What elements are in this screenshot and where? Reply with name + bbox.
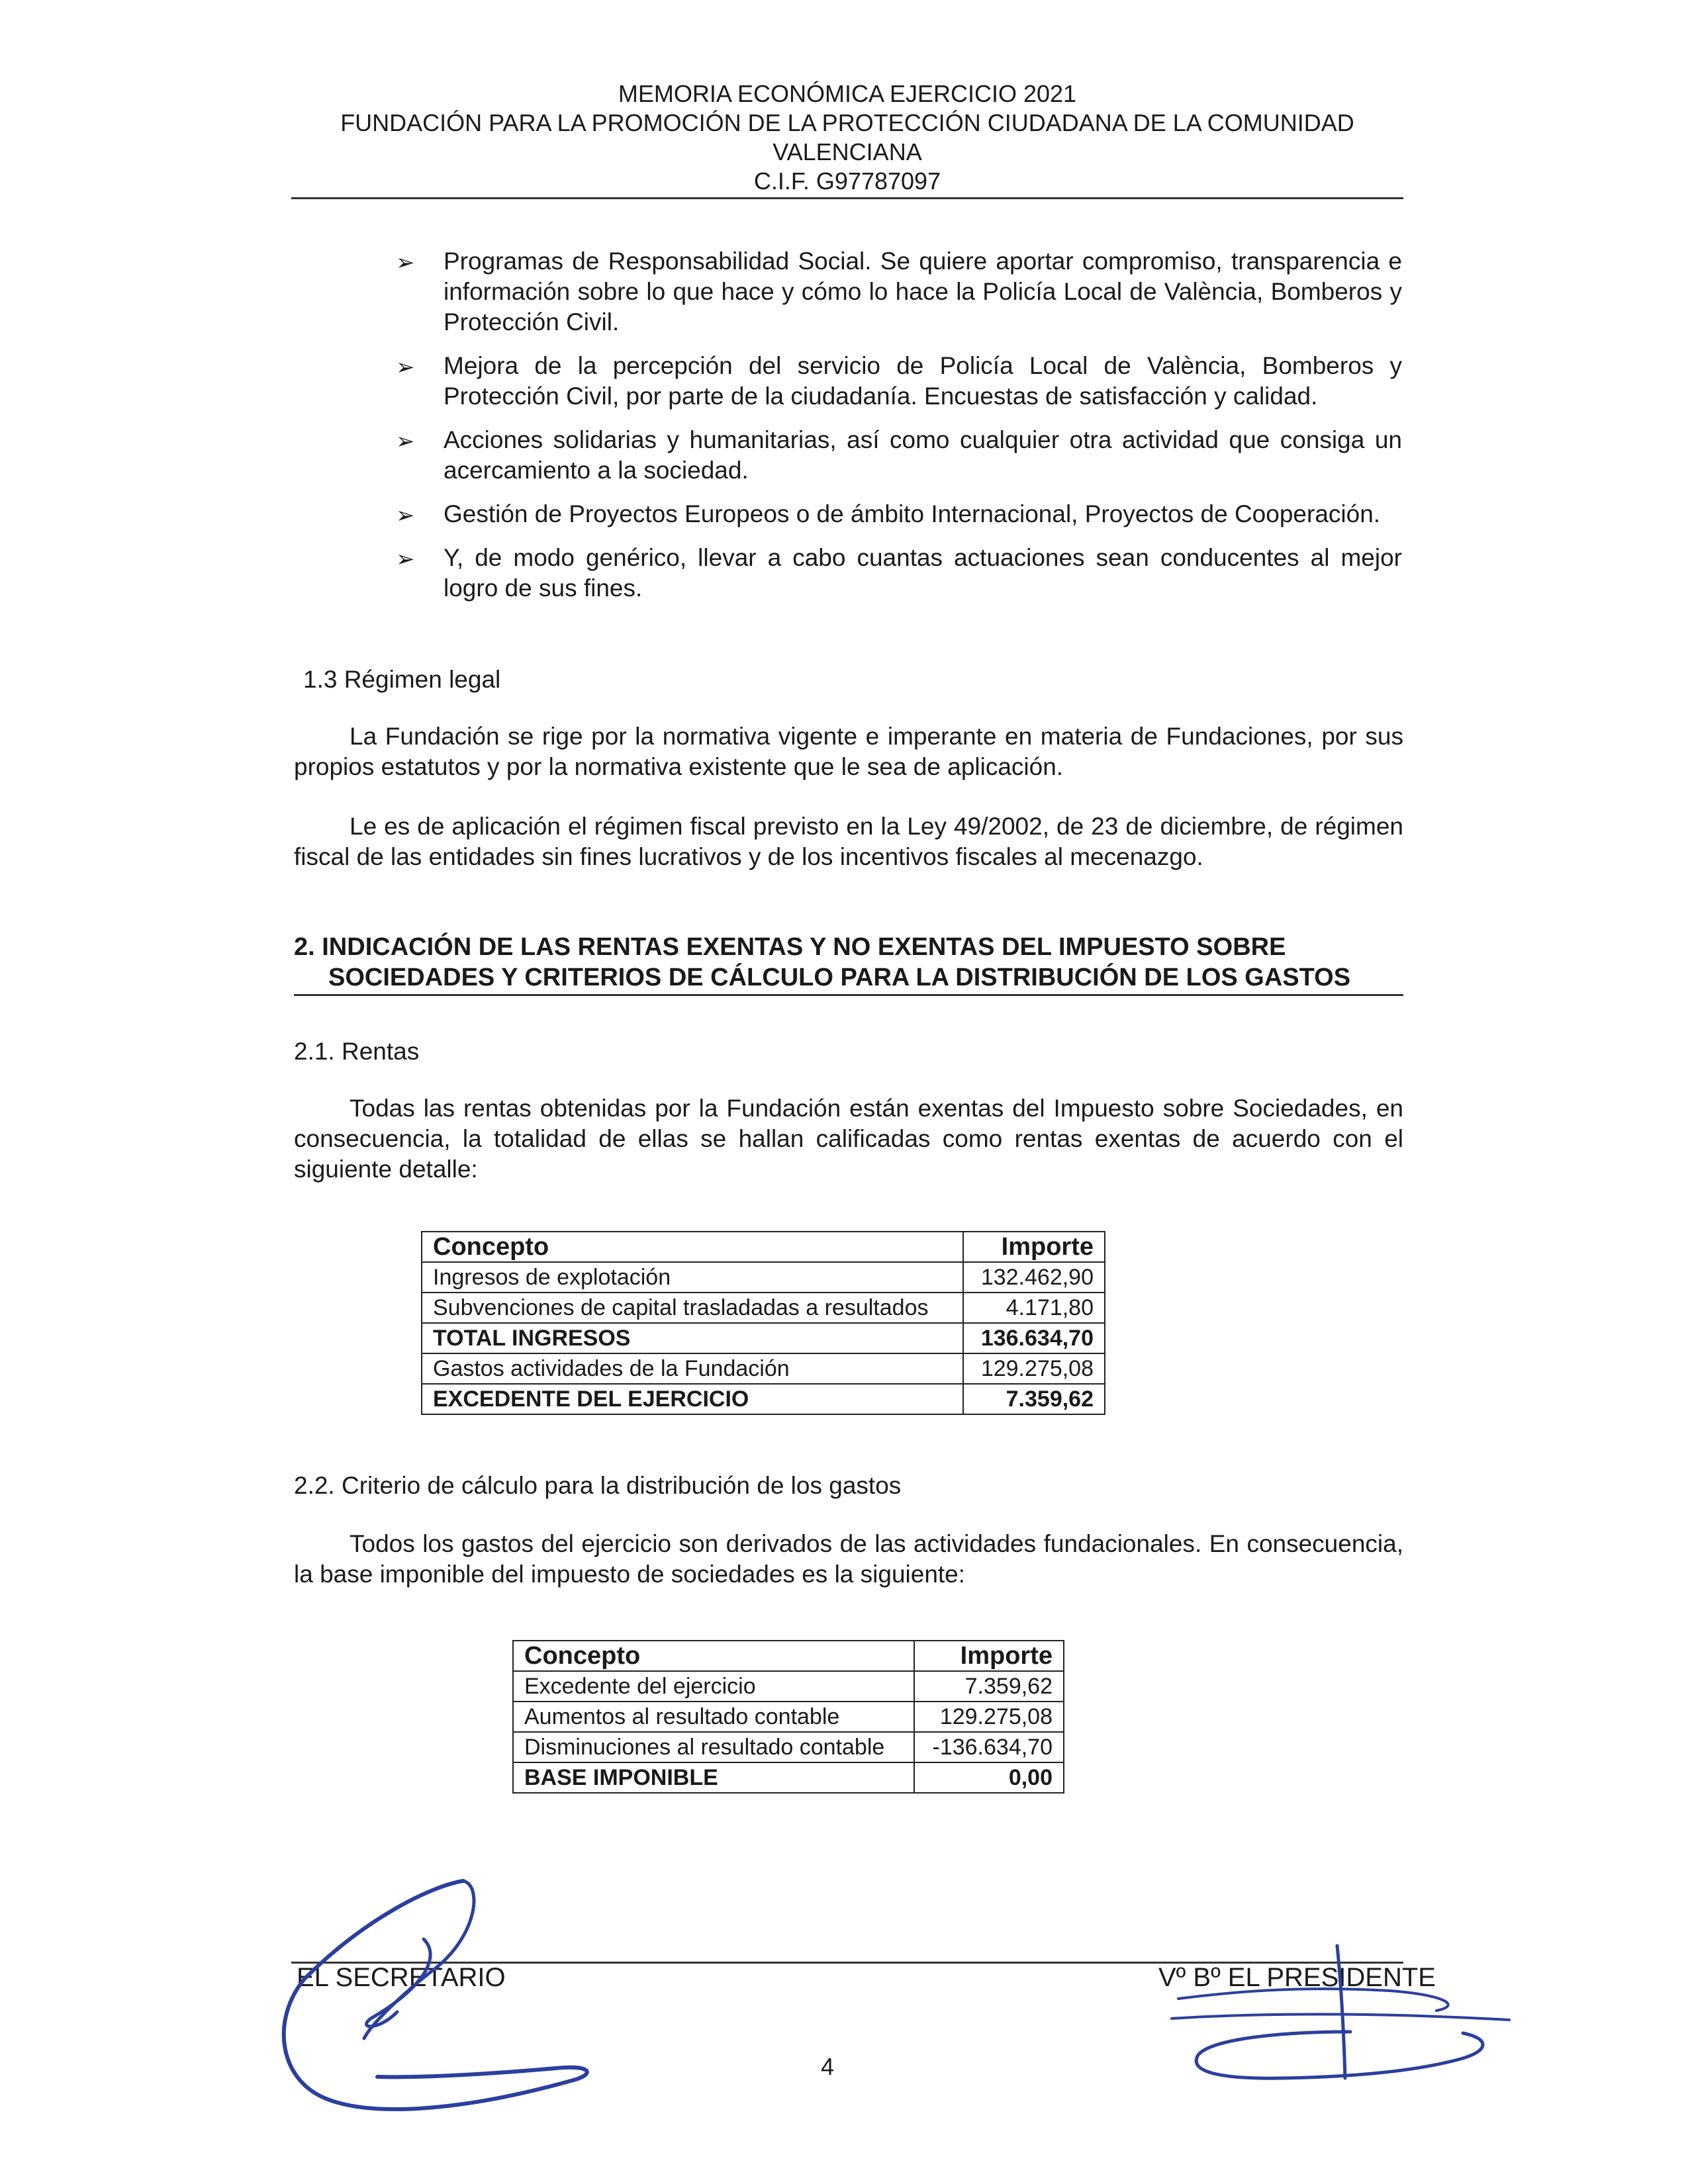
base-imponible-table (512, 1640, 1064, 1794)
table-row (513, 1732, 1064, 1762)
cell-importe: 0,00 (914, 1762, 1064, 1793)
header-organization: FUNDACIÓN PARA LA PROMOCIÓN DE LA PROTECCIÓN CIUDADANA DE LA COMUNIDAD (340, 109, 1354, 136)
section-2-1-heading: 2.1. Rentas (294, 1038, 420, 1065)
section-1-3-heading: 1.3 Régimen legal (303, 666, 501, 693)
secretario-signature (265, 1866, 635, 2131)
presidente-label: Vº Bº EL PRESIDENTE (1158, 1963, 1436, 1992)
table-row (422, 1293, 1105, 1323)
table-row (422, 1262, 1105, 1293)
table-header-row (513, 1641, 1064, 1671)
section-2-2-heading: 2.2. Criterio de cálculo para la distribución de los gastos (294, 1472, 902, 1499)
cell-importe: -136.634,70 (914, 1732, 1064, 1762)
cell-importe: 4.171,80 (963, 1293, 1105, 1323)
section-2-title-line-1: 2. INDICACIÓN DE LAS RENTAS EXENTAS Y NO EXENTAS DEL IMPUESTO SOBRE (294, 933, 1286, 961)
section-1-3-paragraph-2: Le es de aplicación el régimen fiscal previsto en la Ley 49/2002, de 23 de diciembre, de régimen fiscal de las entidades sin fines lucrativos y de los incentivos fiscales al mecenazgo. (294, 813, 1403, 870)
list-item-text: Programas de Responsabilidad Social. Se quiere aportar compromiso, transparencia e información sobre lo que hace y cómo lo hace la Policía Local de València, Bomberos y Protección Civil. (444, 248, 1402, 336)
rentas-table (421, 1231, 1105, 1415)
header-organization-cont: VALENCIANA (773, 138, 922, 165)
header-divider (291, 197, 1403, 199)
list-item-text: Acciones solidarias y humanitarias, así como cualquier otra actividad que consiga un acercamiento a la sociedad. (444, 426, 1402, 484)
cell-importe: 7.359,62 (963, 1384, 1105, 1414)
page-number: 4 (821, 2053, 835, 2080)
list-item-text: Y, de modo genérico, llevar a cabo cuantas actuaciones sean conducentes al mejor logro de sus fines. (444, 544, 1402, 602)
cell-concepto: Subvenciones de capital trasladadas a resultados (422, 1293, 963, 1323)
presidente-signature (1152, 1939, 1523, 2105)
table-row (513, 1702, 1064, 1732)
list-item-text: Gestión de Proyectos Europeos o de ámbito Internacional, Proyectos de Cooperación. (444, 500, 1381, 527)
header-cif: C.I.F. G97787097 (753, 167, 941, 195)
cell-concepto: Excedente del ejercicio (513, 1671, 914, 1702)
section-1-3-paragraph-1: La Fundación se rige por la normativa vigente e imperante en materia de Fundaciones, por sus propios estatutos y por la normativa existente que le sea de aplicación. (294, 723, 1403, 780)
column-header-importe: Importe (914, 1641, 1064, 1671)
column-header-concepto: Concepto (513, 1641, 914, 1671)
cell-concepto: TOTAL INGRESOS (422, 1323, 963, 1353)
cell-concepto: EXCEDENTE DEL EJERCICIO (422, 1384, 963, 1414)
cell-concepto: Aumentos al resultado contable (513, 1702, 914, 1732)
cell-concepto: BASE IMPONIBLE (513, 1762, 914, 1793)
cell-concepto: Gastos actividades de la Fundación (422, 1353, 963, 1384)
section-2-2-paragraph: Todos los gastos del ejercicio son derivados de las actividades fundacionales. En consecuencia, la base imponible del impuesto de sociedades es la siguiente: (294, 1530, 1403, 1588)
cell-importe: 129.275,08 (914, 1702, 1064, 1732)
header-title: MEMORIA ECONÓMICA EJERCICIO 2021 (618, 80, 1077, 107)
cell-importe: 132.462,90 (963, 1262, 1105, 1293)
document-header (291, 79, 1403, 196)
table-header-row (422, 1232, 1105, 1262)
arrow-bullet-icon: ➢ (396, 429, 415, 454)
cell-concepto: Ingresos de explotación (422, 1262, 963, 1293)
cell-importe: 129.275,08 (963, 1353, 1105, 1384)
arrow-bullet-icon: ➢ (396, 250, 415, 275)
objectives-list (396, 246, 1402, 617)
table-row (513, 1671, 1064, 1702)
arrow-bullet-icon: ➢ (396, 355, 415, 380)
secretario-label: EL SECRETARIO (297, 1963, 506, 1992)
section-2-underline (294, 994, 1403, 996)
list-item (396, 543, 1402, 604)
table-row (422, 1353, 1105, 1384)
arrow-bullet-icon: ➢ (396, 547, 415, 572)
cell-importe: 7.359,62 (914, 1671, 1064, 1702)
table-total-row (513, 1762, 1064, 1793)
table-total-row (422, 1323, 1105, 1353)
list-item (396, 351, 1402, 412)
column-header-importe: Importe (963, 1232, 1105, 1262)
section-2-1-paragraph: Todas las rentas obtenidas por la Fundación están exentas del Impuesto sobre Sociedades, en consecuencia, la totalidad de ellas se hallan calificadas como rentas exentas de acuerdo con el siguiente detalle: (294, 1095, 1403, 1183)
arrow-bullet-icon: ➢ (396, 503, 415, 528)
table-total-row (422, 1384, 1105, 1414)
cell-importe: 136.634,70 (963, 1323, 1105, 1353)
list-item (396, 425, 1402, 486)
section-2-title (294, 932, 1403, 993)
section-2-title-line-2: SOCIEDADES Y CRITERIOS DE CÁLCULO PARA LA DISTRIBUCIÓN DE LOS GASTOS (328, 964, 1351, 991)
list-item (396, 499, 1402, 529)
list-item-text: Mejora de la percepción del servicio de Policía Local de València, Bomberos y Protección Civil, por parte de la ciudadanía. Encuestas de satisfacción y calidad. (444, 352, 1402, 410)
list-item (396, 246, 1402, 338)
column-header-concepto: Concepto (422, 1232, 963, 1262)
cell-concepto: Disminuciones al resultado contable (513, 1732, 914, 1762)
